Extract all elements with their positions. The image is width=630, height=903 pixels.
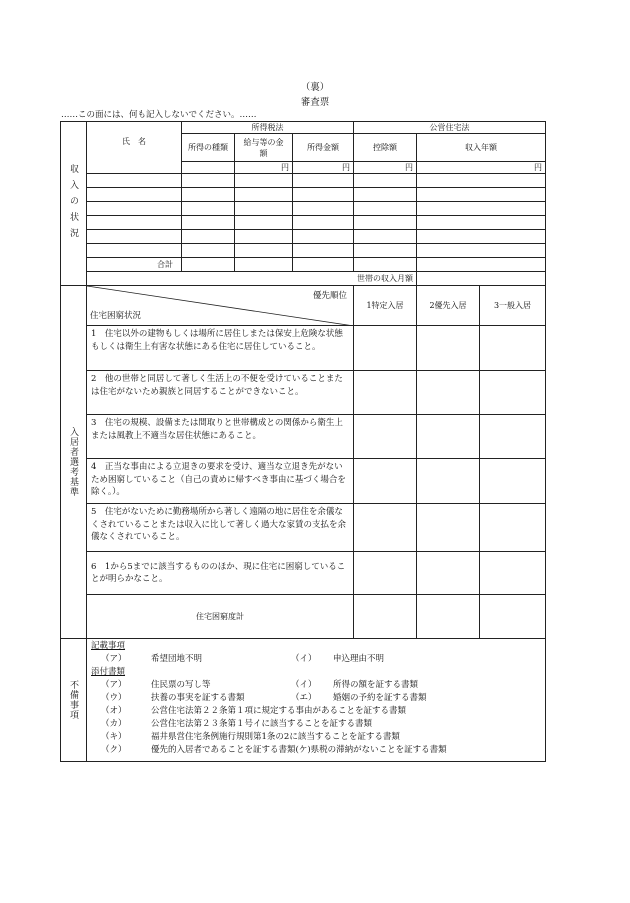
- mark-cell[interactable]: [417, 459, 480, 504]
- income-row: [61, 230, 546, 244]
- income-cell[interactable]: [417, 202, 546, 216]
- condition-text: 5 住宅がないために勤務場所から著しく遠隔の地に居住を余儀なくされていることまたは収入に比して著しく過大な家賃の支払を余儀なくされていること。: [87, 504, 354, 552]
- attachment-row: （カ） 公営住宅法第２３条第１号イに該当することを証する書類: [101, 719, 373, 729]
- mark-cell[interactable]: [480, 371, 546, 415]
- mark-cell[interactable]: [480, 552, 546, 595]
- name-cell[interactable]: [87, 244, 182, 258]
- priority-hardship-header: [87, 286, 354, 326]
- income-row: [61, 202, 546, 216]
- mark-cell[interactable]: [480, 459, 546, 504]
- condition-row: [61, 552, 546, 595]
- income-cell[interactable]: [354, 216, 417, 230]
- condition-text: 3 住宅の規模、設備または間取りと世帯構成との関係から衛生上または風教上不適当な居住状態にあること。: [87, 415, 354, 459]
- income-cell[interactable]: [182, 188, 235, 202]
- mark-cell[interactable]: [354, 504, 417, 552]
- review-form-table: [60, 121, 546, 762]
- mark-cell[interactable]: [354, 552, 417, 595]
- income-cell[interactable]: [417, 216, 546, 230]
- mark-cell[interactable]: [417, 595, 480, 639]
- income-row: [61, 174, 546, 188]
- income-cell[interactable]: [293, 230, 354, 244]
- income-cell[interactable]: [293, 216, 354, 230]
- income-cell[interactable]: [354, 174, 417, 188]
- priority-label: 優先順位: [312, 291, 347, 301]
- income-cell[interactable]: [417, 258, 546, 272]
- condition-row: [61, 504, 546, 552]
- hardship-label: 住宅困窮状況: [90, 311, 142, 321]
- col-salary-amount: 給与等の金額: [235, 134, 293, 162]
- mark-cell[interactable]: [480, 415, 546, 459]
- mark-cell[interactable]: [354, 326, 417, 371]
- attachment-row: （ア） 住民票の写し等 （イ） 所得の額を証する書類: [101, 680, 419, 690]
- deficiency-notes: [87, 639, 546, 762]
- mark-cell[interactable]: [480, 595, 546, 639]
- name-cell[interactable]: [87, 188, 182, 202]
- unit-yen: 円: [235, 162, 293, 174]
- mark-cell[interactable]: [354, 415, 417, 459]
- condition-text: 1 住宅以外の建物もしくは場所に居住しまたは保安上危険な状態もしくは衛生上有害な状態にある住宅に居住していること。: [87, 326, 354, 371]
- income-total-row: [61, 258, 546, 272]
- household-monthly-row: [61, 272, 546, 286]
- income-cell[interactable]: [235, 258, 293, 272]
- income-cell[interactable]: [235, 244, 293, 258]
- income-cell[interactable]: [182, 174, 235, 188]
- income-cell[interactable]: [354, 258, 417, 272]
- income-cell[interactable]: [293, 258, 354, 272]
- attachment-row: （ウ） 扶養の事実を証する書類 （エ） 婚姻の予約を証する書類: [101, 693, 427, 703]
- condition-row: [61, 371, 546, 415]
- income-cell[interactable]: [417, 244, 546, 258]
- notice-text: ……この面には、何も記入しないでください。……: [61, 110, 257, 120]
- income-cell[interactable]: [417, 188, 546, 202]
- name-header: 氏 名: [87, 122, 182, 174]
- income-cell[interactable]: [182, 216, 235, 230]
- condition-text: 2 他の世帯と同居して著しく生活上の不便を受けていることまたは住宅がないため親族と同居することができないこと。: [87, 371, 354, 415]
- name-cell[interactable]: [87, 230, 182, 244]
- col-annual-income: 収入年額: [417, 134, 546, 162]
- income-tax-header: 所得税法: [182, 122, 354, 134]
- income-cell[interactable]: [354, 230, 417, 244]
- income-cell[interactable]: [235, 216, 293, 230]
- col-priority: 2優先入居: [417, 286, 480, 326]
- income-section-label: 収入の状況: [61, 122, 87, 286]
- mark-cell[interactable]: [417, 552, 480, 595]
- income-cell[interactable]: [417, 174, 546, 188]
- public-housing-header: 公営住宅法: [354, 122, 546, 134]
- form-title: 審査票: [300, 97, 330, 108]
- mark-cell[interactable]: [354, 371, 417, 415]
- attachment-row: （オ） 公営住宅法第２２条第１項に規定する事由があることを証する書類: [101, 706, 407, 716]
- income-cell[interactable]: [235, 188, 293, 202]
- name-cell[interactable]: [87, 174, 182, 188]
- attachment-row: （ク） 優先的入居者であることを証する書類(ケ)県税の滞納がないことを証する書類: [101, 745, 447, 755]
- col-special: 1特定入居: [354, 286, 417, 326]
- income-cell[interactable]: [235, 230, 293, 244]
- condition-text: 4 正当な事由による立退きの要求を受け、適当な立退き先がないため困窮していること（自己の責めに帰すべき事由に基づく場合を除く。）。: [87, 459, 354, 504]
- income-cell[interactable]: [417, 230, 546, 244]
- attachment-row: （キ） 福井県営住宅条例施行規則第1条の2に該当することを証する書類: [101, 732, 400, 742]
- mark-cell[interactable]: [480, 326, 546, 371]
- unit-yen: 円: [354, 162, 417, 174]
- entry-b-mark: （イ）: [291, 654, 317, 664]
- page-side-label: （裏）: [300, 82, 330, 93]
- entry-a-mark: （ア）: [101, 654, 127, 664]
- col-general: 3一般入居: [480, 286, 546, 326]
- income-cell[interactable]: [354, 188, 417, 202]
- condition-row: [61, 459, 546, 504]
- income-cell[interactable]: [235, 174, 293, 188]
- unit-yen: 円: [293, 162, 354, 174]
- income-cell[interactable]: [235, 202, 293, 216]
- entry-heading: 記載事項: [91, 641, 126, 651]
- col-income-type: 所得の種類: [182, 134, 235, 162]
- mark-cell[interactable]: [354, 595, 417, 639]
- name-cell[interactable]: [87, 202, 182, 216]
- income-row: [61, 244, 546, 258]
- entry-a-text: 希望団地不明: [151, 654, 203, 664]
- income-cell[interactable]: [182, 258, 235, 272]
- col-income-amount: 所得金額: [293, 134, 354, 162]
- mark-cell[interactable]: [417, 371, 480, 415]
- deficiency-section-label: 不備事項: [61, 639, 87, 762]
- selection-section-label: 入居者選考基準: [61, 286, 87, 639]
- mark-cell[interactable]: [417, 326, 480, 371]
- income-cell[interactable]: [293, 174, 354, 188]
- unit-yen: 円: [417, 162, 546, 174]
- income-cell[interactable]: [182, 202, 235, 216]
- income-row: [61, 188, 546, 202]
- income-cell[interactable]: [293, 188, 354, 202]
- col-deduction: 控除額: [354, 134, 417, 162]
- hardship-total-label: 住宅困窮度計: [87, 595, 354, 639]
- income-cell[interactable]: [354, 202, 417, 216]
- name-cell[interactable]: [87, 216, 182, 230]
- income-cell[interactable]: [354, 244, 417, 258]
- income-cell[interactable]: [293, 202, 354, 216]
- income-cell[interactable]: [293, 244, 354, 258]
- income-cell[interactable]: [182, 162, 235, 174]
- income-row: [61, 216, 546, 230]
- income-total-label: 合計: [87, 258, 182, 272]
- mark-cell[interactable]: [417, 504, 480, 552]
- mark-cell[interactable]: [480, 504, 546, 552]
- entry-b-text: 申込理由不明: [333, 654, 385, 664]
- income-cell[interactable]: [182, 230, 235, 244]
- hardship-total-row: [61, 595, 546, 639]
- household-monthly-value[interactable]: [417, 272, 546, 286]
- condition-row: [61, 415, 546, 459]
- household-monthly-label: 世帯の収入月額: [87, 272, 417, 286]
- mark-cell[interactable]: [354, 459, 417, 504]
- income-cell[interactable]: [182, 244, 235, 258]
- condition-text: 6 1から5までに該当するもののほか、現に住宅に困窮していることが明らかなこと。: [87, 552, 354, 595]
- attach-heading: 添付書類: [91, 667, 126, 677]
- condition-row: [61, 326, 546, 371]
- mark-cell[interactable]: [417, 415, 480, 459]
